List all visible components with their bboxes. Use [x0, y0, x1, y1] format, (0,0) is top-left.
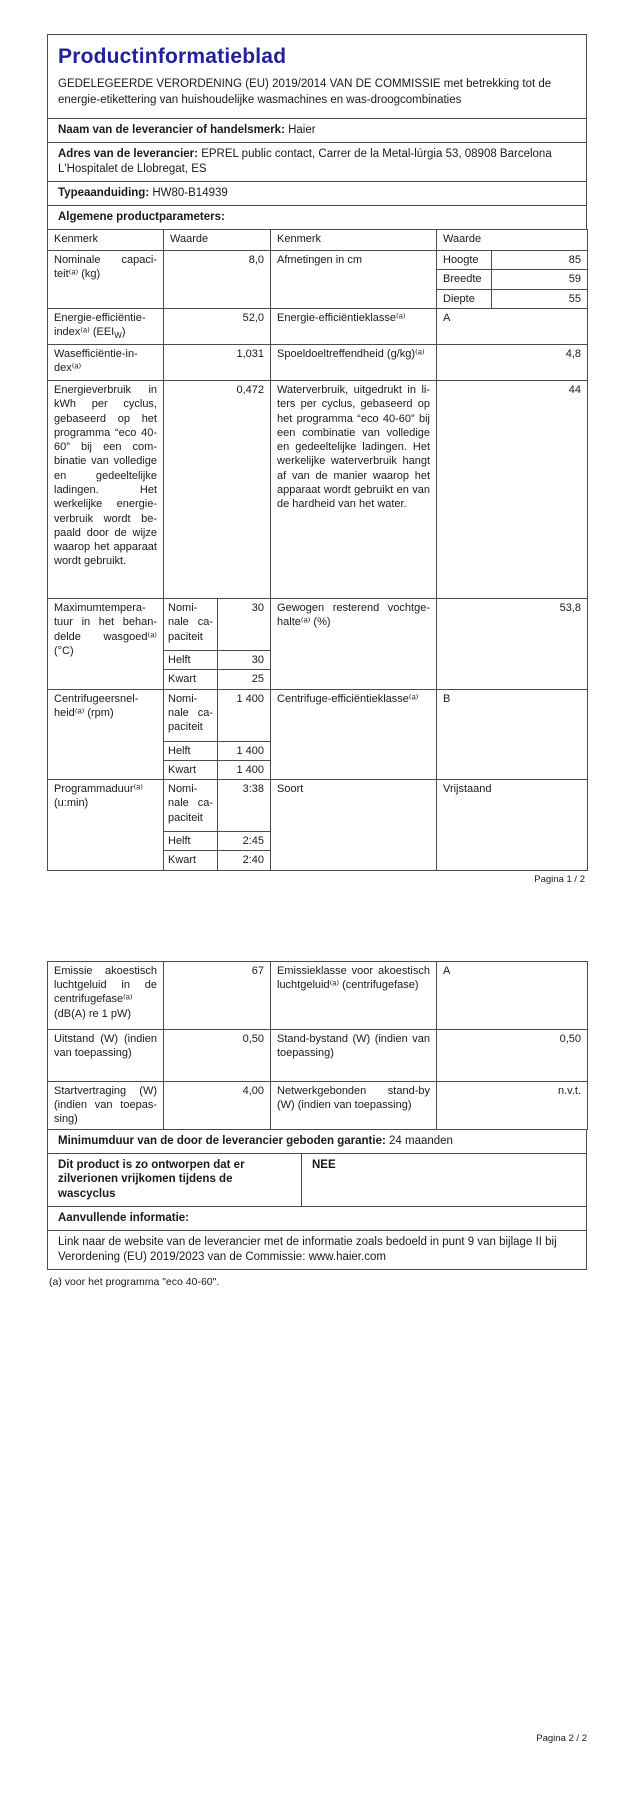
load-label: Kwart — [164, 670, 218, 689]
supplier-name-value: Haier — [288, 124, 316, 137]
type-designation-value: HW80-B14939 — [152, 187, 228, 200]
eei-subscript: W — [114, 331, 122, 341]
dim-label: Diepte — [437, 289, 492, 308]
col-header-kenmerk-2: Kenmerk — [271, 230, 437, 251]
load-value: 1 400 — [218, 760, 271, 779]
param-label: Wasefficiëntie-index⁽ᵃ⁾ — [48, 344, 164, 380]
table-header-row — [48, 230, 588, 251]
param-value: 0,50 — [164, 1029, 271, 1081]
load-label: Helft — [164, 741, 218, 760]
load-value: 25 — [218, 670, 271, 689]
param-label: Maximumtemperatuur in het behandelde wasgoed⁽ᵃ⁾ (°C) — [48, 598, 164, 689]
param-label: Uitstand (W) (indien van toepassing) — [48, 1029, 164, 1081]
dim-value: 59 — [492, 270, 588, 289]
parameters-table-page1 — [47, 229, 588, 871]
param-label: Gewogen resterend vochtgehalte⁽ᵃ⁾ (%) — [271, 598, 437, 689]
param-label: Energie-efficiëntieklasse⁽ᵃ⁾ — [271, 308, 437, 344]
load-value: 2:45 — [218, 832, 271, 851]
param-label: Stand-bystand (W) (indien van toepassing) — [271, 1029, 437, 1081]
general-params-label: Algemene productparameters: — [58, 211, 225, 224]
param-value: n.v.t. — [437, 1081, 588, 1129]
additional-info-label: Aanvullende informatie: — [58, 1212, 189, 1225]
general-params-row — [47, 205, 587, 230]
load-value: 30 — [218, 650, 271, 669]
param-value: Vrijstaand — [437, 780, 588, 871]
param-value: 0,472 — [164, 380, 271, 598]
param-label-text: ) — [121, 326, 126, 339]
param-value: 8,0 — [164, 251, 271, 309]
supplier-link-text: Link naar de website van de leverancier met de informatie zoals bedoeld in punt 9 van bijlage II bij Verordening (EU) 2019/2023 van de Commissie: — [58, 1236, 557, 1264]
param-value: 0,50 — [437, 1029, 588, 1081]
param-value: 52,0 — [164, 308, 271, 344]
supplier-address-value: EPREL public contact, Carrer de la Metal-lúrgia 53, 08908 Barcelona L'Hospitalet de Llobregat, ES — [58, 148, 552, 176]
param-value: A — [437, 961, 588, 1029]
footnote-a: (a) voor het programma "eco 40-60". — [49, 1276, 220, 1289]
silver-ions-row — [47, 1153, 587, 1208]
page-title: Productinformatieblad — [58, 45, 287, 68]
param-value: 1,031 — [164, 344, 271, 380]
table-row — [48, 1081, 588, 1129]
load-value: 1 400 — [218, 689, 271, 741]
table-row — [48, 961, 588, 1029]
param-label: Emissie akoestisch luchtgeluid in de centrifugefase⁽ᵃ⁾ (dB(A) re 1 pW) — [48, 961, 164, 1029]
type-designation-row — [47, 181, 587, 206]
col-header-kenmerk-1: Kenmerk — [48, 230, 164, 251]
param-value: 4,00 — [164, 1081, 271, 1129]
param-label: Netwerkgebonden stand-by (W) (indien van toepassing) — [271, 1081, 437, 1129]
supplier-name-row — [47, 118, 587, 143]
table-row — [48, 1029, 588, 1081]
load-value: 1 400 — [218, 741, 271, 760]
table-row — [48, 251, 588, 270]
silver-ions-value: NEE — [301, 1154, 586, 1207]
supplier-link-row — [47, 1230, 587, 1270]
supplier-name-label: Naam van de leverancier of handelsmerk: — [58, 124, 285, 137]
param-label: Nominale capaciteit⁽ᵃ⁾ (kg) — [48, 251, 164, 309]
param-label: Emissieklasse voor akoestisch luchtgeluid⁽ᵃ⁾ (centrifugefase) — [271, 961, 437, 1029]
guarantee-value: 24 maanden — [389, 1134, 453, 1147]
page2-footer: Pagina 2 / 2 — [536, 1733, 587, 1744]
param-label — [48, 308, 164, 344]
load-value: 2:40 — [218, 851, 271, 870]
load-label: Nominale capaciteit — [164, 598, 218, 650]
load-value: 30 — [218, 598, 271, 650]
param-label: Waterverbruik, uitgedrukt in liters per cyclus, gebaseerd op het programma “eco 40-60” bij een combinatie van volledige en gedeeltelijke ladingen. Het werkelijke waterverbruik hangt af van de manier waarop het apparaat wordt gebruikt en van de hardheid van het water. — [271, 380, 437, 598]
load-label: Helft — [164, 832, 218, 851]
param-value: A — [437, 308, 588, 344]
guarantee-row — [47, 1129, 587, 1154]
param-label-text: Energie-efficiëntie-index⁽ᵃ⁾ (EEI — [54, 311, 146, 339]
product-fiche — [47, 35, 587, 1744]
page1-footer: Pagina 1 / 2 — [534, 873, 585, 885]
supplier-link-url[interactable]: www.haier.com — [308, 1251, 386, 1264]
parameters-table-page2 — [47, 961, 588, 1130]
table-row — [48, 344, 588, 380]
col-header-waarde-1: Waarde — [164, 230, 271, 251]
table-row — [48, 689, 588, 741]
supplier-address-row — [47, 142, 587, 182]
param-label: Programmaduur⁽ᵃ⁾ (u:min) — [48, 780, 164, 871]
param-label: Afmetingen in cm — [271, 251, 437, 309]
param-label: Soort — [271, 780, 437, 871]
param-value: 44 — [437, 380, 588, 598]
type-designation-label: Typeaanduiding: — [58, 187, 150, 200]
param-value: 53,8 — [437, 598, 588, 689]
param-label: Energieverbruik in kWh per cyclus, gebaseerd op het programma “eco 40-60” bij een combinatie van volledige en gedeeltelijke ladingen. Het werkelijke energieverbruik wordt bepaald door de wijze waarop het apparaat wordt gebruikt. — [48, 380, 164, 598]
dim-label: Breedte — [437, 270, 492, 289]
table-row — [48, 598, 588, 650]
dim-value: 55 — [492, 289, 588, 308]
load-value: 3:38 — [218, 780, 271, 832]
param-label: Centrifugeersnelheid⁽ᵃ⁾ (rpm) — [48, 689, 164, 780]
load-label: Kwart — [164, 851, 218, 870]
load-label: Kwart — [164, 760, 218, 779]
param-value: 67 — [164, 961, 271, 1029]
load-label: Helft — [164, 650, 218, 669]
param-label: Spoeldoeltreffendheid (g/kg)⁽ᵃ⁾ — [271, 344, 437, 380]
table-row — [48, 780, 588, 832]
guarantee-label: Minimumduur van de door de leverancier geboden garantie: — [58, 1134, 386, 1147]
param-value: B — [437, 689, 588, 780]
param-label: Startvertraging (W) (indien van toepassing) — [48, 1081, 164, 1129]
load-label: Nominale capaciteit — [164, 780, 218, 832]
param-value: 4,8 — [437, 344, 588, 380]
additional-info-row — [47, 1206, 587, 1231]
load-label: Nominale capaciteit — [164, 689, 218, 741]
table-row — [48, 308, 588, 344]
silver-ions-label: Dit product is zo ontworpen dat er zilverionen vrijkomen tijdens de wascyclus — [58, 1158, 245, 1201]
dim-label: Hoogte — [437, 251, 492, 270]
supplier-address-label: Adres van de leverancier: — [58, 148, 198, 161]
param-label: Centrifuge-efficiëntieklasse⁽ᵃ⁾ — [271, 689, 437, 780]
title-block — [47, 34, 587, 119]
col-header-waarde-2: Waarde — [437, 230, 588, 251]
dim-value: 85 — [492, 251, 588, 270]
regulation-text: GEDELEGEERDE VERORDENING (EU) 2019/2014 VAN DE COMMISSIE met betrekking tot de energie-etikettering van huishoudelijke wasmachines en was-droogcombinaties — [58, 78, 552, 106]
table-row — [48, 380, 588, 598]
